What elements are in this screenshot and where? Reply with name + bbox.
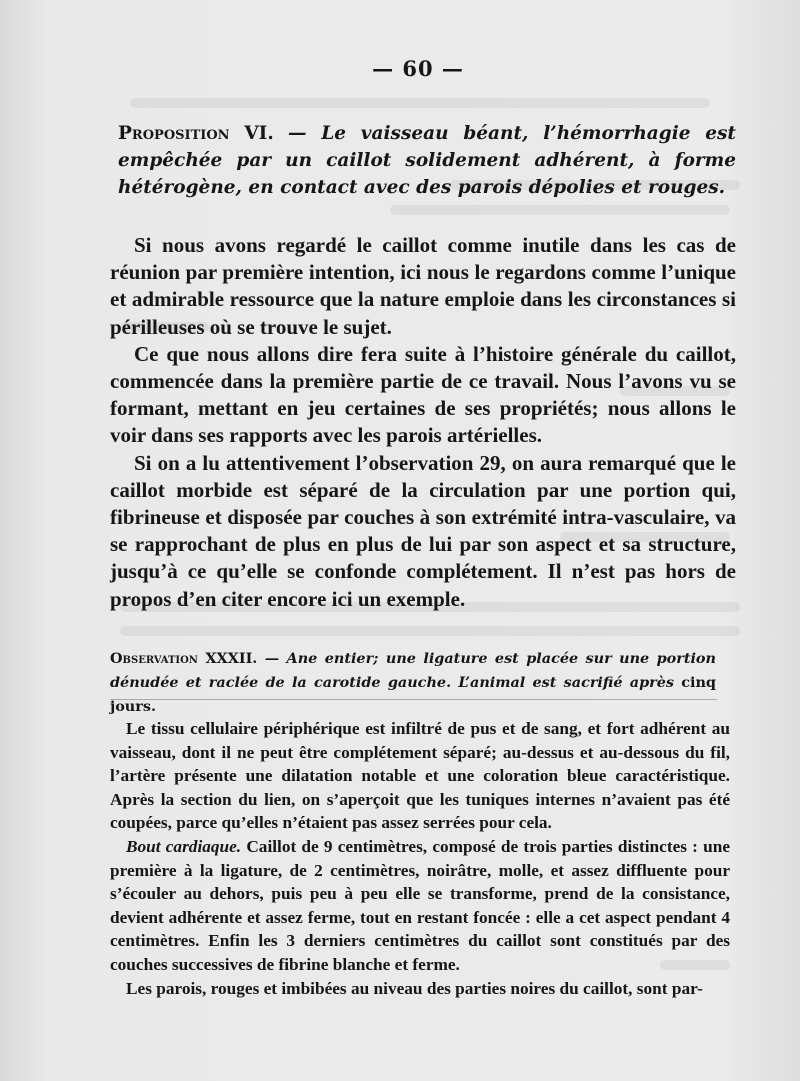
proposition-heading xyxy=(118,120,736,201)
detail-paragraph: Le tissu cellulaire périphérique est infiltré de pus et de sang, et fort adhérent au vaisseau, dont il ne peut être complétement séparé; au-dessus et au-dessous du fil, l’artère présente une dilatation notable et une coloration bleue caractéristique. Après la section du lien, on s’aperçoit que les tuniques internes n’avaient pas été coupées, parce qu’elles n’étaient pas assez serrées pour cela. xyxy=(110,719,730,833)
paragraph: Si nous avons regardé le caillot comme inutile dans les cas de réunion par première intention, ici nous le regardons comme l’unique et admirable ressource que la nature emploie dans les circonstances si périlleuses où se trouve le sujet. xyxy=(110,233,736,339)
detail-label: Bout cardiaque. xyxy=(126,836,242,856)
show-through-line xyxy=(130,98,710,108)
page-number: — 60 — xyxy=(372,56,464,81)
observation-text: — Ane entier; une ligature est placée sur une portion dénudée et raclée de la carotide gauche. L’animal est sacrifié après xyxy=(110,650,716,691)
detail-paragraph xyxy=(110,835,730,977)
main-text xyxy=(110,232,736,613)
detail-text: Caillot de 9 centimètres, composé de trois parties distinctes : une première à la ligature, de 2 centimètres, noirâtre, molle, et assez diffluente pour s’écouler au dehors, puis peu à peu elle se transforme, prend de la consistance, devient adhérente et assez ferme, tout en restant foncée : elle a cet aspect pendant 4 centimètres. Enfin les 3 derniers centimètres du caillot sont constitués par des couches successives de fibrine blanche et ferme. xyxy=(110,836,730,974)
detail-paragraph: Les parois, rouges et imbibées au niveau des parties noires du caillot, sont par- xyxy=(126,978,703,998)
observation-duration: cinq jours. xyxy=(110,674,716,715)
proposition-label: Proposition VI. xyxy=(118,123,274,144)
observation-divider xyxy=(110,699,717,700)
observation-details xyxy=(110,717,730,1000)
show-through-line xyxy=(390,205,730,215)
paragraph: Si on a lu attentivement l’observation 29, on aura remarqué que le caillot morbide est séparé de la circulation par une portion qui, fibrineuse et disposée par couches à son extrémité intra-vasculaire, va se rapprochant de plus en plus de lui par son aspect et sa structure, jusqu’à ce qu’elle se confonde complétement. Il n’est pas hors de propos d’en citer encore ici un exemple. xyxy=(110,450,736,611)
observation-label: Observation XXXII. xyxy=(110,650,258,667)
paragraph: Ce que nous allons dire fera suite à l’histoire générale du caillot, commencée dans la première partie de ce travail. Nous l’avons vu se formant, mettant en jeu certaines de ses propriétés; nous allons le voir dans ses rapports avec les parois artérielles. xyxy=(110,341,736,448)
show-through-line xyxy=(120,626,740,636)
observation-heading xyxy=(110,647,716,719)
proposition-text: — Le vaisseau béant, l’hémorrhagie est empêchée par un caillot solidement adhérent, à forme hétérogène, en contact avec des parois dépolies et rouges. xyxy=(118,123,736,198)
